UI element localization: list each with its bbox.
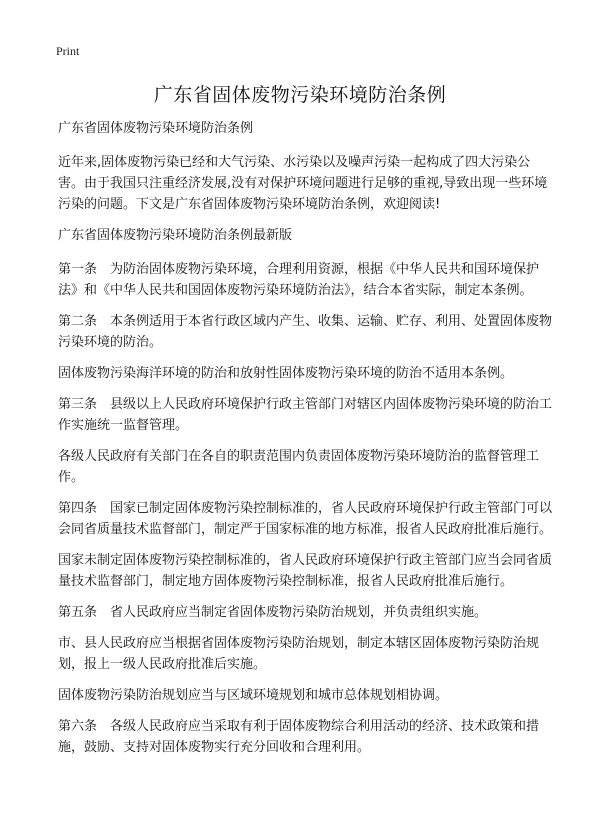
subtitle-line: 广东省固体废物污染环境防治条例 (58, 121, 254, 136)
article-5: 第五条 省人民政府应当制定省固体废物污染防治规划，并负责组织实施。 (58, 605, 488, 620)
article-3-clause: 各级人民政府有关部门在各自的职责范围内负责固体废物污染环境防治的监督管理工作。 (58, 449, 540, 485)
article-2: 第二条 本条例适用于本省行政区域内产生、收集、运输、贮存、利用、处置固体废物污染环境的防治。 (58, 314, 553, 350)
article-4-clause: 国家未制定固体废物污染控制标准的，省人民政府环境保护行政主管部门应当会同省质量技术监督部门，制定地方固体废物污染控制标准，报省人民政府批准后施行。 (58, 553, 553, 589)
article-1: 第一条 为防治固体废物污染环境，合理利用资源，根据《中华人民共和国环境保护法》和《中华人民共和国固体废物污染环境防治法》，结合本省实际，制定本条例。 (58, 262, 540, 298)
article-2-clause: 固体废物污染海洋环境的防治和放射性固体废物污染环境的防治不适用本条例。 (58, 366, 514, 381)
article-5-clause-1: 市、县人民政府应当根据省固体废物污染防治规划，制定本辖区固体废物污染防治规划，报上一级人民政府批准后实施。 (58, 636, 540, 672)
article-6: 第六条 各级人民政府应当采取有利于固体废物综合利用活动的经济、技术政策和措施，鼓励、支持对固体废物实行充分回收和合理利用。 (58, 719, 540, 755)
article-4: 第四条 国家已制定固体废物污染控制标准的，省人民政府环境保护行政主管部门可以会同省质量技术监督部门，制定严于国家标准的地方标准，报省人民政府批准后施行。 (58, 501, 553, 537)
article-3: 第三条 县级以上人民政府环境保护行政主管部门对辖区内固体废物污染环境的防治工作实施统一监督管理。 (58, 397, 553, 433)
document-title: 广东省固体废物污染环境防治条例 (153, 84, 447, 106)
document-body (58, 118, 554, 768)
intro-paragraph: 近年来,固体废物污染已经和大气污染、水污染以及噪声污染一起构成了四大污染公害。由于我国只注重经济发展,没有对保护环境问题进行足够的重视,导致出现一些环境污染的问题。下文是广东省固体废物污染环境防治条例，欢迎阅读! (58, 155, 548, 212)
version-heading: 广东省固体废物污染环境防治条例最新版 (58, 228, 293, 243)
article-5-clause-2: 固体废物污染防治规划应当与区域环境规划和城市总体规划相协调。 (58, 688, 449, 703)
print-label: Print (56, 44, 80, 58)
